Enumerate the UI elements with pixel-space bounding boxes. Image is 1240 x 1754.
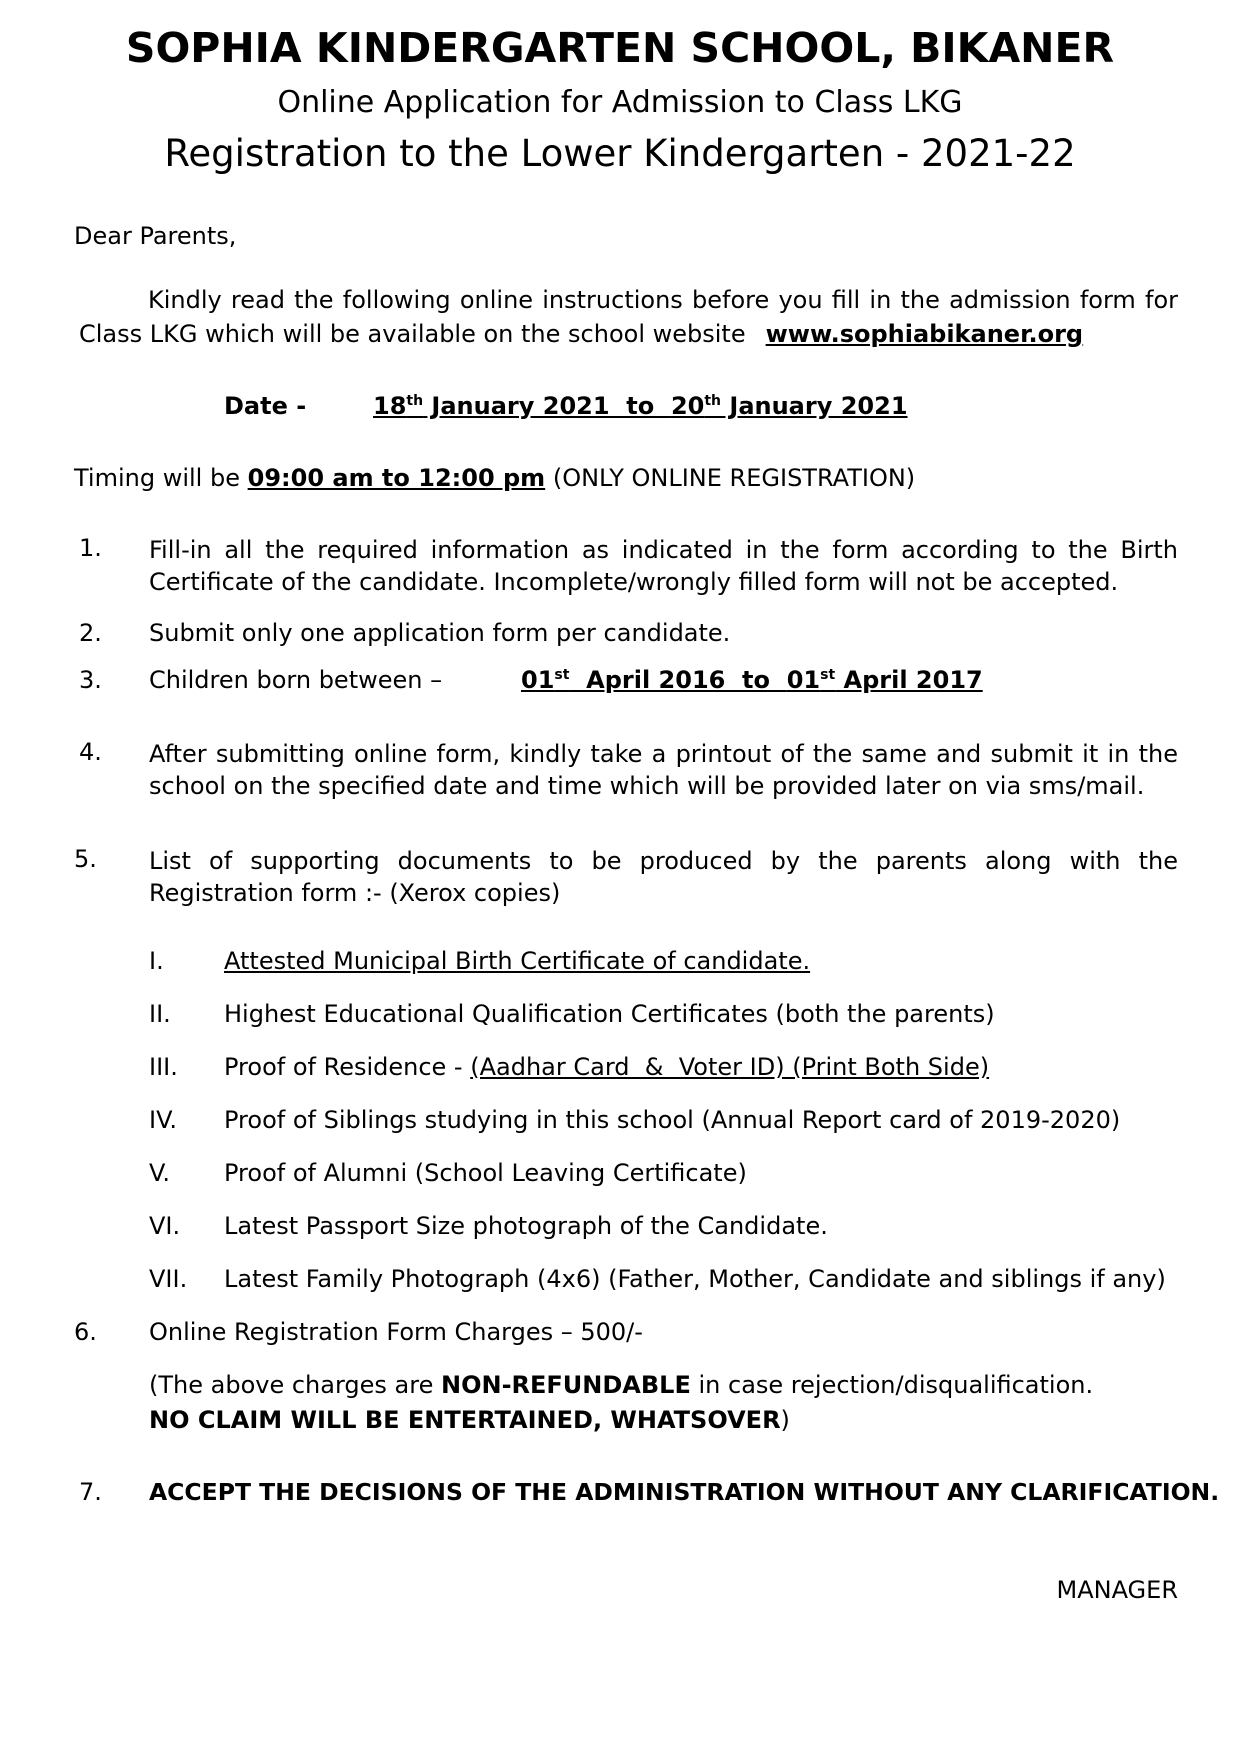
birth-start-day: 01 bbox=[521, 666, 555, 694]
intro-line-1: Kindly read the following online instructions before you fill in the admission form for bbox=[148, 286, 1178, 314]
instruction-6-text: Online Registration Form Charges – 500/- bbox=[149, 1318, 643, 1346]
instruction-number: 5. bbox=[74, 845, 97, 873]
birth-start-rest: April 2016 to bbox=[569, 666, 787, 694]
timing-line bbox=[74, 464, 915, 492]
charges-close: ) bbox=[780, 1406, 790, 1434]
instruction-7-text: ACCEPT THE DECISIONS OF THE ADMINISTRATION WITHOUT ANY CLARIFICATION. bbox=[149, 1478, 1220, 1506]
instruction-number: 2. bbox=[79, 619, 102, 647]
birth-date-range bbox=[521, 666, 983, 694]
residence-prefix: Proof of Residence - bbox=[224, 1053, 463, 1081]
document-alumni: Proof of Alumni (School Leaving Certificate) bbox=[224, 1159, 747, 1187]
birth-end-sup: st bbox=[820, 667, 836, 683]
date-label: Date - bbox=[224, 392, 307, 420]
birth-end-day: 01 bbox=[786, 666, 821, 694]
date-end-day: 20 bbox=[670, 392, 705, 420]
instruction-4-line-2: school on the specified date and time which will be provided later on via sms/mail. bbox=[149, 772, 1145, 800]
no-claim: NO CLAIM WILL BE ENTERTAINED, WHATSOVER bbox=[149, 1406, 781, 1434]
date-end-sup: th bbox=[704, 393, 722, 409]
date-start-day: 18 bbox=[373, 392, 407, 420]
school-name: SOPHIA KINDERGARTEN SCHOOL, BIKANER bbox=[125, 24, 1115, 72]
document-number: I. bbox=[149, 947, 164, 975]
non-refundable: NON-REFUNDABLE bbox=[441, 1371, 691, 1399]
document-passport-photo: Latest Passport Size photograph of the Candidate. bbox=[224, 1212, 828, 1240]
timing-suffix: (ONLY ONLINE REGISTRATION) bbox=[552, 464, 916, 492]
registration-title: Registration to the Lower Kindergarten - 2021-22 bbox=[164, 132, 1076, 175]
document-number: VI. bbox=[149, 1212, 181, 1240]
salutation: Dear Parents, bbox=[74, 222, 237, 250]
instruction-1-line-1: Fill-in all the required information as indicated in the form according to the Birth bbox=[149, 536, 1178, 564]
document-number: II. bbox=[149, 1000, 171, 1028]
charges-prefix: (The above charges are bbox=[149, 1371, 434, 1399]
instruction-number: 7. bbox=[79, 1478, 102, 1506]
instruction-number: 6. bbox=[74, 1318, 97, 1346]
date-start-sup: th bbox=[406, 393, 424, 409]
document-qualification: Highest Educational Qualification Certificates (both the parents) bbox=[224, 1000, 995, 1028]
document-number: V. bbox=[149, 1159, 170, 1187]
date-range bbox=[373, 392, 908, 420]
website-link[interactable]: www.sophiabikaner.org bbox=[765, 320, 1084, 348]
document-number: III. bbox=[149, 1053, 178, 1081]
instruction-5-line-1: List of supporting documents to be produced by the parents along with the bbox=[149, 847, 1178, 875]
residence-proof: (Aadhar Card & Voter ID) (Print Both Side) bbox=[470, 1053, 990, 1081]
timing-time: 09:00 am to 12:00 pm bbox=[247, 464, 546, 492]
timing-prefix: Timing will be bbox=[74, 464, 240, 492]
birth-end-rest: April 2017 bbox=[835, 666, 983, 694]
date-start-rest: January 2021 to bbox=[423, 392, 671, 420]
document-family-photo: Latest Family Photograph (4x6) (Father, Mother, Candidate and siblings if any) bbox=[224, 1265, 1166, 1293]
intro-line-2 bbox=[79, 320, 1083, 348]
instruction-3-text: Children born between – bbox=[149, 666, 443, 694]
charges-suffix: in case rejection/disqualification. bbox=[690, 1371, 1094, 1399]
instruction-number: 3. bbox=[79, 666, 102, 694]
document-number: VII. bbox=[149, 1265, 188, 1293]
instruction-2-text: Submit only one application form per candidate. bbox=[149, 619, 731, 647]
intro-text: Class LKG which will be available on the school website bbox=[79, 320, 746, 348]
document-number: IV. bbox=[149, 1106, 178, 1134]
subtitle: Online Application for Admission to Class LKG bbox=[277, 85, 963, 120]
instruction-number: 1. bbox=[79, 534, 102, 562]
charges-note-line-2 bbox=[149, 1406, 790, 1434]
instruction-4-line-1: After submitting online form, kindly take a printout of the same and submit it in the bbox=[149, 740, 1178, 768]
birth-start-sup: st bbox=[554, 667, 570, 683]
document-residence bbox=[224, 1053, 989, 1081]
document-birth-certificate: Attested Municipal Birth Certificate of candidate. bbox=[224, 947, 811, 975]
document-siblings: Proof of Siblings studying in this school (Annual Report card of 2019-2020) bbox=[224, 1106, 1121, 1134]
instruction-number: 4. bbox=[79, 738, 102, 766]
charges-note-line-1 bbox=[149, 1371, 1093, 1399]
signature: MANAGER bbox=[1056, 1576, 1178, 1604]
instruction-5-line-2: Registration form :- (Xerox copies) bbox=[149, 879, 561, 907]
instruction-1-line-2: Certificate of the candidate. Incomplete/wrongly filled form will not be accepted. bbox=[149, 568, 1119, 596]
date-end-rest: January 2021 bbox=[721, 392, 908, 420]
